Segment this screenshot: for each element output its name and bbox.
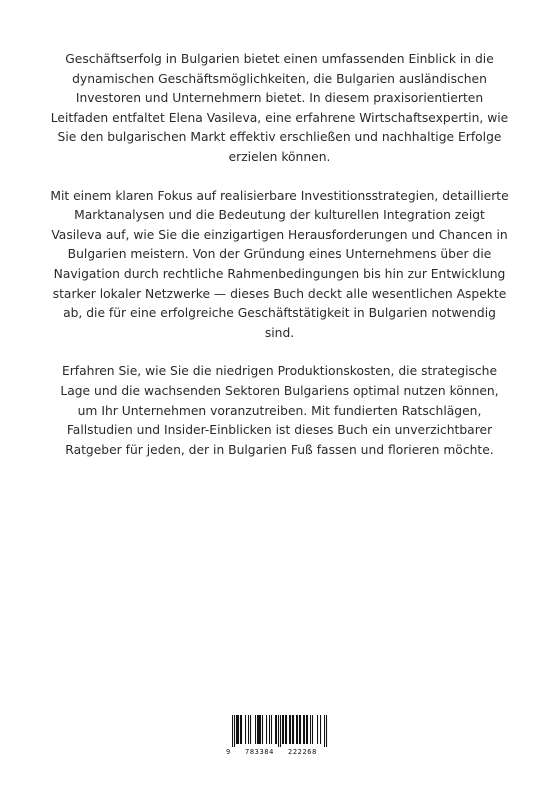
barcode-bar (282, 715, 283, 744)
barcode-guard-bar (280, 715, 281, 747)
barcode-bar (312, 715, 313, 744)
barcode-bar (283, 715, 284, 744)
barcode-bar (240, 715, 241, 744)
barcode-bar (296, 715, 297, 744)
barcode-bar (257, 715, 258, 744)
barcode-guard-bar (324, 715, 325, 747)
barcode-bar (289, 715, 290, 744)
barcode-bar (248, 715, 249, 744)
barcode-guard-bar (278, 715, 279, 747)
blurb-paragraph-3: Erfahren Sie, wie Sie die niedrigen Produktionskosten, die strategische Lage und die wachsenden Sektoren Bulgariens optimal nutzen können, um Ihr Unternehmen voranzutreiben. Mit fundierten Ratschlägen, Fallstudien und Insider-Einblicken ist dieses Buch ein unverzichtbarer Ratgeber für jeden, der in Bulgarien Fuß fassen und florieren möchte. (60, 364, 499, 457)
barcode-bar (258, 715, 259, 744)
barcode-bar (292, 715, 293, 744)
barcode-bar (275, 715, 276, 744)
blurb-paragraph-1: Geschäftserfolg in Bulgarien bietet einen umfassenden Einblick in die dynamischen Geschäftsmöglichkeiten, die Bulgarien ausländischen Investoren und Unternehmern bietet. In diesem praxisorientierten Leitfaden entfaltet Elena Vasileva, eine erfahrene Wirtschaftsexpertin, wie Sie den bulgarischen Markt effektiv erschließen und nachhaltige Erfolge erzielen können. (50, 52, 509, 164)
barcode-bar (241, 715, 242, 744)
barcode-bar (266, 715, 267, 744)
barcode-bar (320, 715, 321, 744)
barcode-bar (303, 715, 304, 744)
barcode-digits (226, 747, 333, 757)
barcode-guard-bar (232, 715, 233, 747)
barcode-bar (293, 715, 294, 744)
barcode-bar (269, 715, 270, 744)
barcode-bar (236, 715, 237, 744)
barcode-bar (307, 715, 308, 744)
barcode-bar (310, 715, 311, 744)
barcode-bar (304, 715, 305, 744)
barcode-bar (238, 715, 239, 744)
barcode-right-digits: 222268 (288, 748, 317, 756)
barcode-bar (306, 715, 307, 744)
barcode-bar (250, 715, 251, 744)
barcode-bar (255, 715, 256, 744)
barcode-bar (285, 715, 286, 744)
barcode-bar (297, 715, 298, 744)
barcode-guard-bar (326, 715, 327, 747)
barcode-bar (299, 715, 300, 744)
barcode-bar (286, 715, 287, 744)
barcode-bar (317, 715, 318, 744)
barcode-bar (300, 715, 301, 744)
barcode-bar (259, 715, 260, 744)
barcode-bar (271, 715, 272, 744)
barcode-left-digits: 783384 (245, 748, 274, 756)
blurb-paragraph-2: Mit einem klaren Fokus auf realisierbare Investitionsstrategien, detaillierte Marktanalysen und die Bedeutung der kulturellen Integration zeigt Vasileva auf, wie Sie die einzigartigen Herausforderungen und Chancen in Bulgarien meistern. Von der Gründung eines Unternehmens über die Navigation durch rechtliche Rahmenbedingungen bis hin zur Entwicklung starker lokaler Netzwerke — dieses Buch deckt alle wesentlichen Aspekte ab, die für eine erfolgreiche Geschäftstätigkeit in Bulgarien notwendig sind. (50, 188, 509, 340)
back-cover-text (50, 50, 509, 460)
barcode-bar (245, 715, 246, 744)
isbn-barcode (226, 713, 333, 758)
barcode-bars (229, 715, 330, 747)
barcode-bar (262, 715, 263, 744)
barcode-bar (290, 715, 291, 744)
barcode-bar (276, 715, 277, 744)
barcode-guard-bar (234, 715, 235, 747)
barcode-bar (260, 715, 261, 744)
barcode-prefix-digit: 9 (226, 748, 231, 756)
barcode-bar (237, 715, 238, 744)
